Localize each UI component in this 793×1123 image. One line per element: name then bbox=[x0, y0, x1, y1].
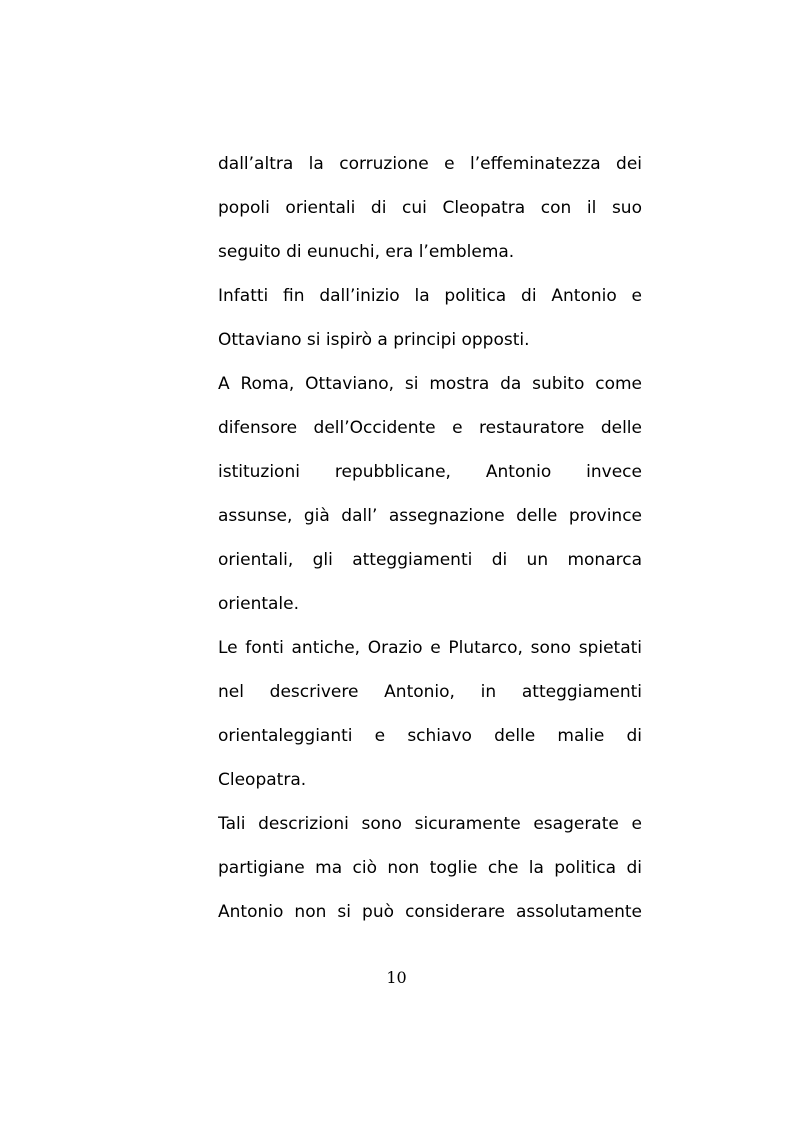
text-line: orientale. bbox=[218, 594, 300, 614]
text-line: Le fonti antiche, Orazio e Plutarco, sono spietati bbox=[218, 638, 642, 658]
text-line: Infatti fin dall’inizio la politica di Antonio e bbox=[218, 286, 642, 306]
text-line: Ottaviano si ispirò a principi opposti. bbox=[218, 330, 530, 350]
text-line: Cleopatra. bbox=[218, 770, 307, 790]
text-line: nel descrivere Antonio, in atteggiamenti bbox=[218, 682, 642, 702]
text-line: Tali descrizioni sono sicuramente esagerate e bbox=[218, 814, 642, 834]
body-text bbox=[218, 146, 642, 938]
text-line: difensore dell’Occidente e restauratore delle bbox=[218, 418, 642, 438]
text-line: assunse, già dall’ assegnazione delle province bbox=[218, 506, 642, 526]
text-line: seguito di eunuchi, era l’emblema. bbox=[218, 242, 515, 262]
page-number: 10 bbox=[386, 968, 407, 987]
text-line: popoli orientali di cui Cleopatra con il suo bbox=[218, 198, 642, 218]
text-line: istituzioni repubblicane, Antonio invece bbox=[218, 462, 642, 482]
text-line: orientali, gli atteggiamenti di un monarca bbox=[218, 550, 642, 570]
text-line: partigiane ma ciò non toglie che la politica di bbox=[218, 858, 642, 878]
text-line: orientaleggianti e schiavo delle malie di bbox=[218, 726, 642, 746]
text-line: A Roma, Ottaviano, si mostra da subito come bbox=[218, 374, 642, 394]
text-line: dall’altra la corruzione e l’effeminatezza dei bbox=[218, 154, 642, 174]
text-line: Antonio non si può considerare assolutamente bbox=[218, 902, 642, 922]
